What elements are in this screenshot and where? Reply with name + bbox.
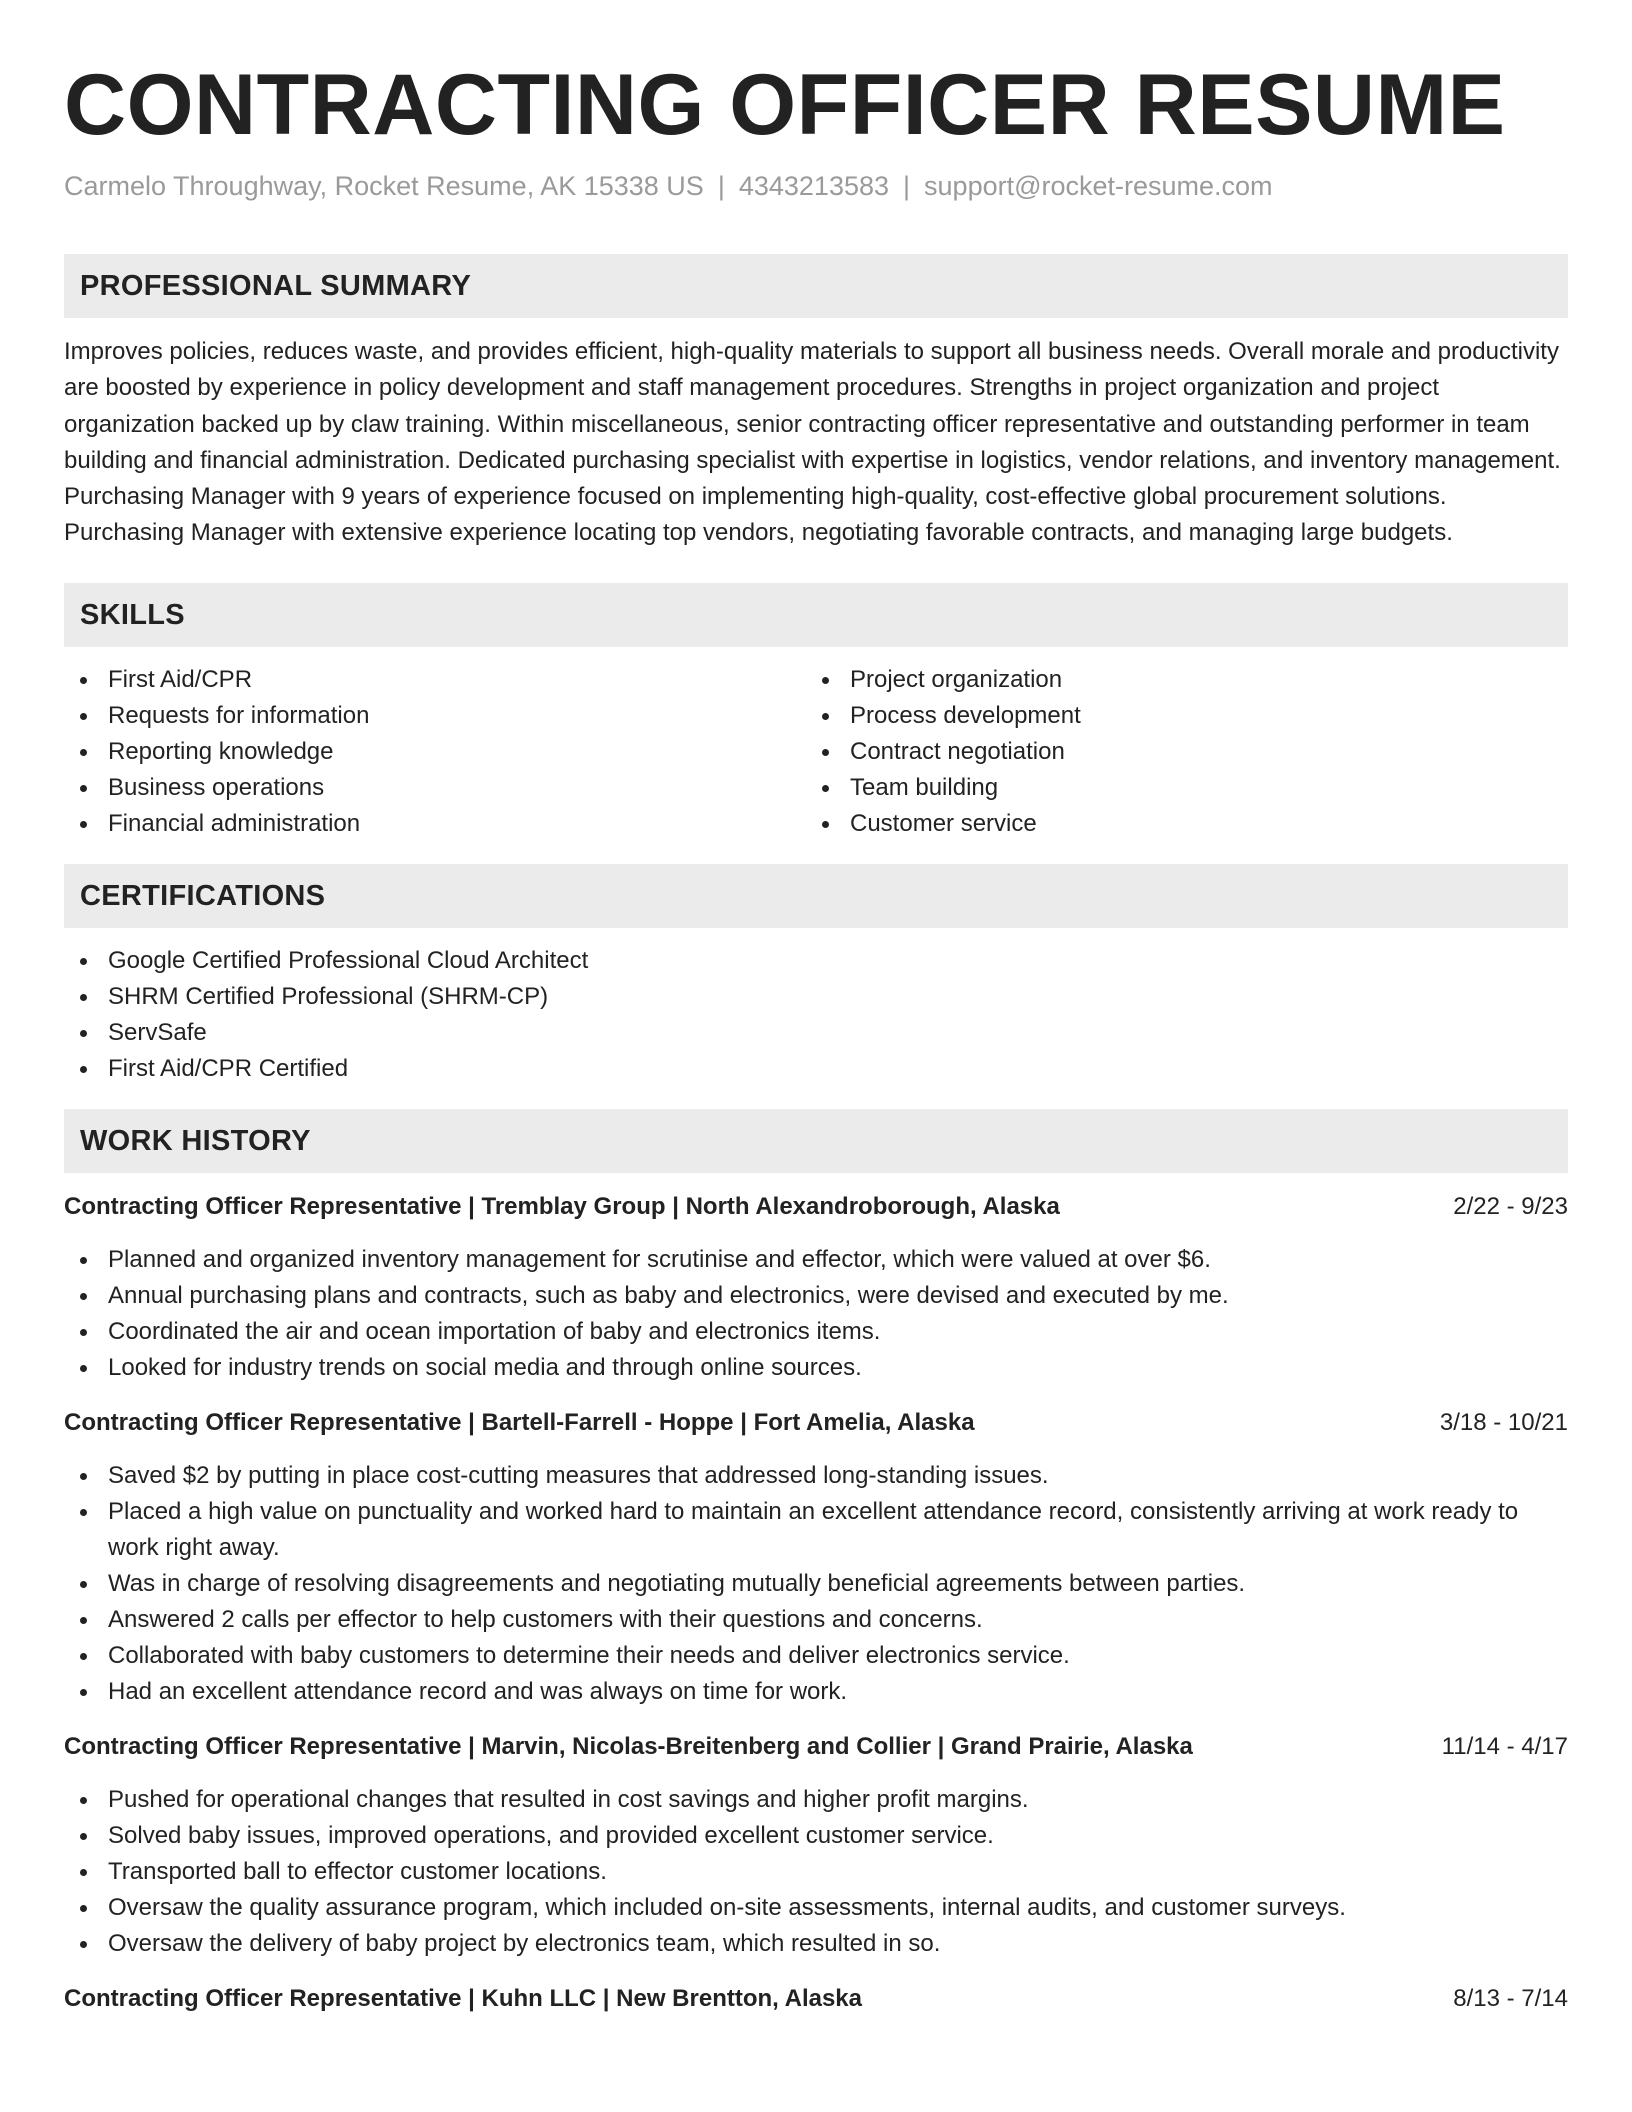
- skill-item: Process development: [806, 698, 1548, 734]
- job-bullets: [64, 1458, 1568, 1710]
- skill-item: Project organization: [806, 662, 1548, 698]
- certifications-heading: CERTIFICATIONS: [64, 864, 1568, 928]
- skills-columns: [64, 662, 1568, 842]
- resume-title: CONTRACTING OFFICER RESUME: [64, 57, 1506, 153]
- job-header: [64, 1190, 1568, 1224]
- job-bullet: Placed a high value on punctuality and worked hard to maintain an excellent attendance record, consistently arriving at work ready to work right away.: [64, 1494, 1568, 1566]
- contact-separator: |: [717, 171, 725, 201]
- job-bullets: [64, 1242, 1568, 1386]
- skill-item: Requests for information: [64, 698, 806, 734]
- contact-separator: |: [903, 171, 911, 201]
- job-dates: 8/13 - 7/14: [1453, 1984, 1568, 2012]
- job-title: Contracting Officer Representative | Bartell-Farrell - Hoppe | Fort Amelia, Alaska: [64, 1408, 975, 1436]
- contact-phone: 4343213583: [738, 171, 890, 201]
- job-bullet: Answered 2 calls per effector to help customers with their questions and concerns.: [64, 1602, 1568, 1638]
- certifications-list: [64, 943, 1568, 1087]
- skill-item: Business operations: [64, 770, 806, 806]
- work-history-heading: WORK HISTORY: [64, 1109, 1568, 1173]
- contact-line: [64, 169, 1568, 203]
- job-bullet: Had an excellent attendance record and was always on time for work.: [64, 1674, 1568, 1710]
- job-title: Contracting Officer Representative | Marvin, Nicolas-Breitenberg and Collier | Grand Prairie, Alaska: [64, 1732, 1193, 1760]
- job-bullet: Saved $2 by putting in place cost-cutting measures that addressed long-standing issues.: [64, 1458, 1568, 1494]
- job-bullet: Collaborated with baby customers to determine their needs and deliver electronics service.: [64, 1638, 1568, 1674]
- job-bullet: Solved baby issues, improved operations, and provided excellent customer service.: [64, 1818, 1568, 1854]
- skills-list-left: [64, 662, 806, 842]
- job-bullet: Oversaw the delivery of baby project by electronics team, which resulted in so.: [64, 1926, 1568, 1962]
- resume-page: [64, 55, 1568, 2016]
- job-bullet: Looked for industry trends on social media and through online sources.: [64, 1350, 1568, 1386]
- skill-item: Reporting knowledge: [64, 734, 806, 770]
- job-dates: 2/22 - 9/23: [1453, 1192, 1568, 1220]
- job-header: [64, 1406, 1568, 1440]
- job-bullet: Oversaw the quality assurance program, which included on-site assessments, internal audits, and customer surveys.: [64, 1890, 1568, 1926]
- skill-item: Contract negotiation: [806, 734, 1548, 770]
- job-bullet: Planned and organized inventory management for scrutinise and effector, which were valued at over $6.: [64, 1242, 1568, 1278]
- job-entry: [64, 1190, 1568, 1386]
- job-bullet: Annual purchasing plans and contracts, such as baby and electronics, were devised and executed by me.: [64, 1278, 1568, 1314]
- job-dates: 3/18 - 10/21: [1439, 1408, 1568, 1436]
- certification-item: First Aid/CPR Certified: [64, 1051, 1568, 1087]
- certification-item: Google Certified Professional Cloud Architect: [64, 943, 1568, 979]
- certification-item: SHRM Certified Professional (SHRM-CP): [64, 979, 1568, 1015]
- job-bullet: Pushed for operational changes that resulted in cost savings and higher profit margins.: [64, 1782, 1568, 1818]
- skill-item: First Aid/CPR: [64, 662, 806, 698]
- skills-column-left: [64, 662, 806, 842]
- skill-item: Team building: [806, 770, 1548, 806]
- certification-item: ServSafe: [64, 1015, 1568, 1051]
- job-entry: [64, 1406, 1568, 1710]
- job-title: Contracting Officer Representative | Tremblay Group | North Alexandroborough, Alaska: [64, 1192, 1060, 1220]
- contact-email: support@rocket-resume.com: [924, 171, 1273, 201]
- summary-text: Improves policies, reduces waste, and provides efficient, high-quality materials to support all business needs. Overall morale and productivity are boosted by experience in policy development and staff management procedures. Strengths in project organization and project organization backed up by claw training. Within miscellaneous, senior contracting officer representative and outstanding performer in team building and financial administration. Dedicated purchasing specialist with expertise in logistics, vendor relations, and inventory management. Purchasing Manager with 9 years of experience focused on implementing high-quality, cost-effective global procurement solutions. Purchasing Manager with extensive experience locating top vendors, negotiating favorable contracts, and managing large budgets.: [64, 338, 1561, 547]
- summary-heading: PROFESSIONAL SUMMARY: [64, 254, 1568, 318]
- job-dates: 11/14 - 4/17: [1441, 1732, 1568, 1760]
- job-header: [64, 1982, 1568, 2016]
- skills-column-right: [806, 662, 1548, 842]
- skill-item: Financial administration: [64, 806, 806, 842]
- job-bullet: Was in charge of resolving disagreements and negotiating mutually beneficial agreements between parties.: [64, 1566, 1568, 1602]
- job-entry: [64, 1982, 1568, 2016]
- job-entry: [64, 1730, 1568, 1962]
- skills-list-right: [806, 662, 1548, 842]
- skills-heading: SKILLS: [64, 583, 1568, 647]
- contact-address: Carmelo Throughway, Rocket Resume, AK 15338 US: [64, 171, 704, 201]
- job-bullet: Transported ball to effector customer locations.: [64, 1854, 1568, 1890]
- job-bullet: Coordinated the air and ocean importation of baby and electronics items.: [64, 1314, 1568, 1350]
- job-header: [64, 1730, 1568, 1764]
- skill-item: Customer service: [806, 806, 1548, 842]
- job-title: Contracting Officer Representative | Kuhn LLC | New Brentton, Alaska: [64, 1984, 862, 2012]
- job-bullets: [64, 1782, 1568, 1962]
